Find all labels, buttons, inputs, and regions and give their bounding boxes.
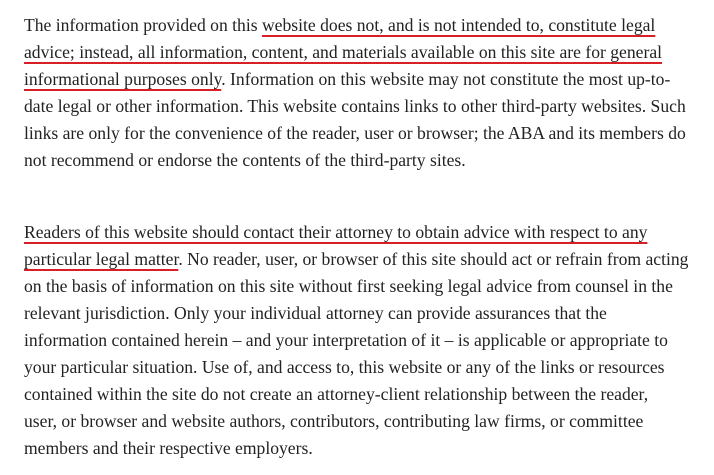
body-text: information contained herein – and your interpretation of it – is applicable or appropriate to (24, 330, 668, 350)
text-line (24, 273, 704, 300)
body-text: The information provided on this (24, 15, 262, 35)
text-line (24, 246, 704, 273)
underlined-text: informational purposes only (24, 69, 222, 89)
text-line (24, 435, 704, 462)
text-line (24, 93, 704, 120)
body-text: your particular situation. Use of, and access to, this website or any of the links or resources (24, 357, 665, 377)
text-line (24, 12, 704, 39)
body-text: user, or browser and website authors, contributors, contributing law firms, or committee (24, 411, 644, 431)
underlined-text: Readers of this website should contact their attorney to obtain advice with respect to any (24, 222, 648, 242)
body-text: relevant jurisdiction. Only your individual attorney can provide assurances that the (24, 303, 607, 323)
text-line (24, 408, 704, 435)
text-line (24, 354, 704, 381)
body-text: links are only for the convenience of the reader, user or browser; the ABA and its members do (24, 123, 686, 143)
text-line (24, 120, 704, 147)
body-text: members and their respective employers. (24, 438, 313, 458)
text-line (24, 66, 704, 93)
text-line (24, 381, 704, 408)
text-line (24, 327, 704, 354)
underlined-text: advice; instead, all information, content, and materials available on this site are for general (24, 42, 663, 62)
legal-disclaimer (24, 12, 704, 462)
disclaimer-paragraph-1 (24, 12, 704, 174)
text-line (24, 219, 704, 246)
body-text: . Information on this website may not constitute the most up-to- (221, 69, 671, 89)
body-text: date legal or other information. This website contains links to other third-party websites. Such (24, 96, 686, 116)
text-line (24, 300, 704, 327)
underlined-text: website does not, and is not intended to, constitute legal (261, 15, 656, 35)
disclaimer-paragraph-2 (24, 219, 704, 462)
text-line (24, 39, 704, 66)
body-text: . No reader, user, or browser of this site should act or refrain from acting (178, 249, 689, 269)
body-text: not recommend or endorse the contents of the third-party sites. (24, 150, 466, 170)
body-text: contained within the site do not create an attorney-client relationship between the reader, (24, 384, 649, 404)
underlined-text: particular legal matter (24, 249, 179, 269)
body-text: on the basis of information on this site without first seeking legal advice from counsel in the (24, 276, 673, 296)
text-line (24, 147, 704, 174)
